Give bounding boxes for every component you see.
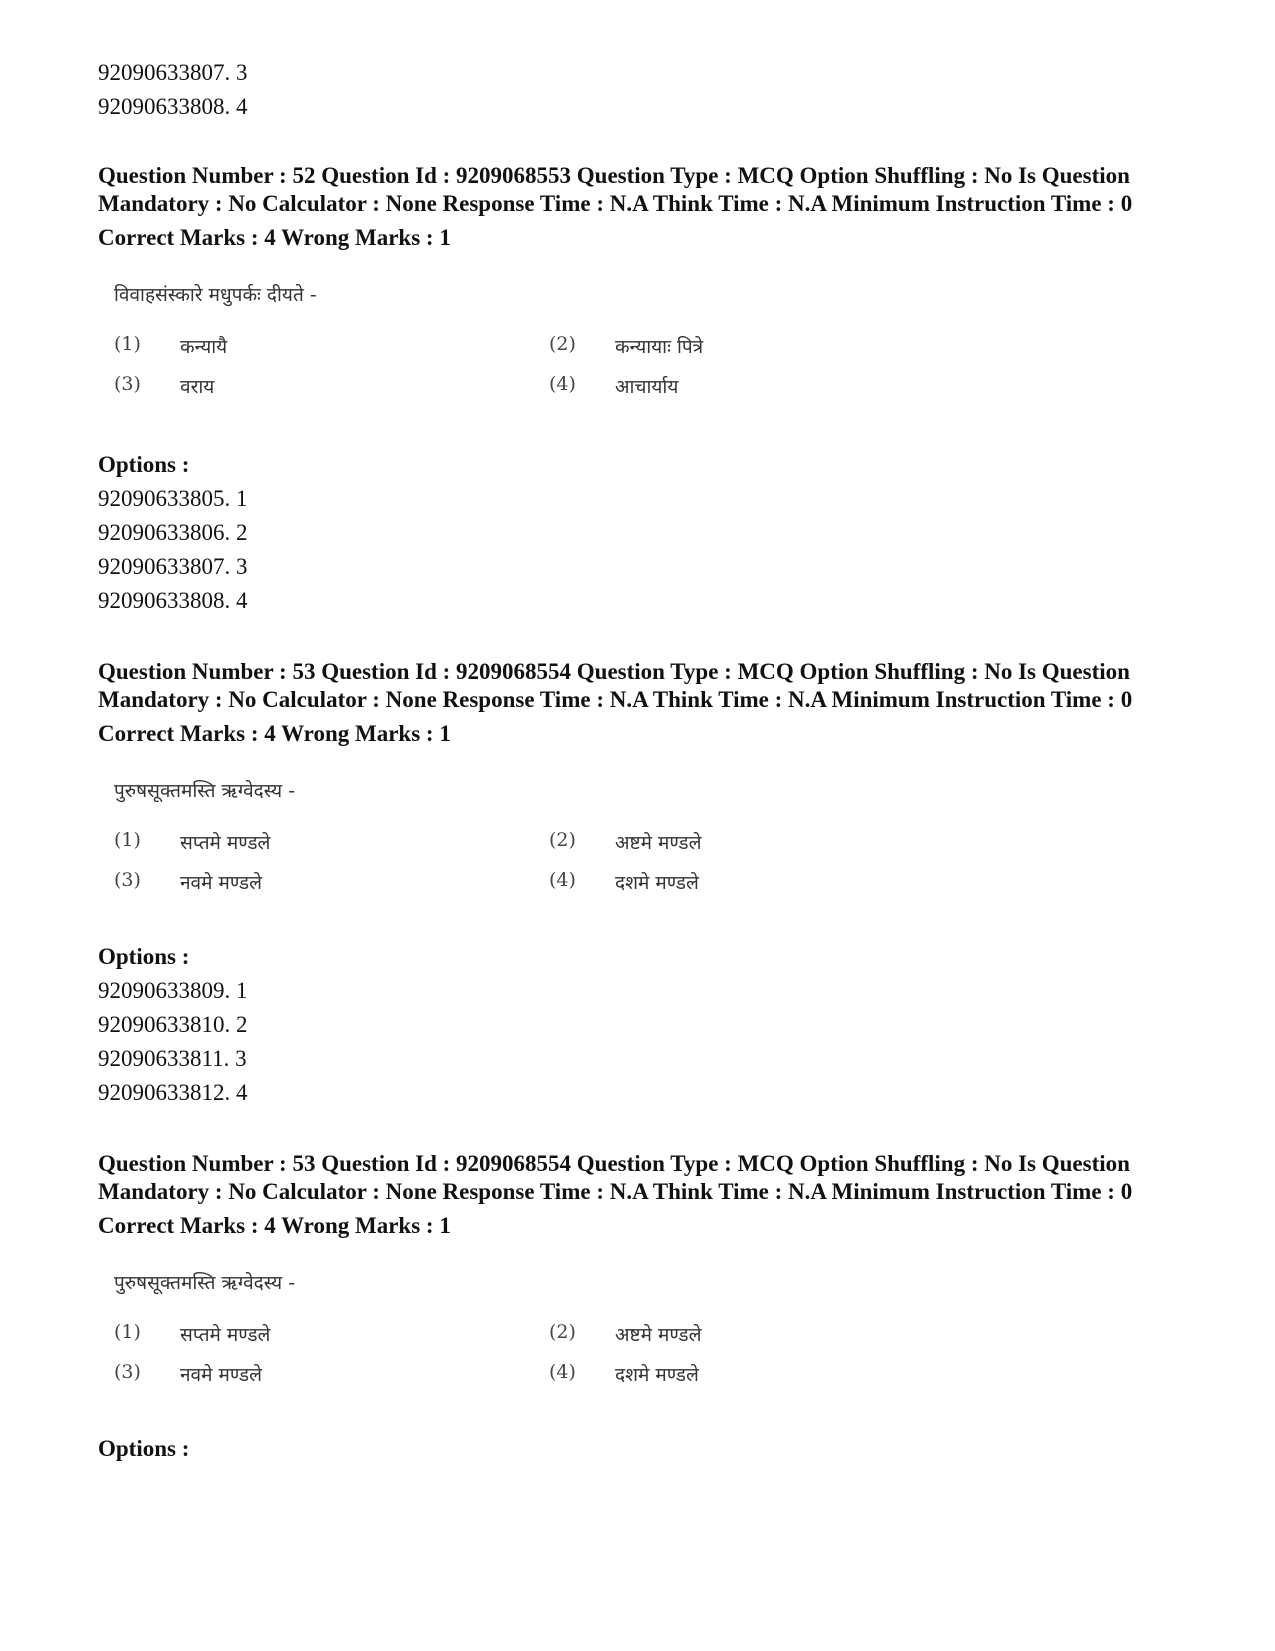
choice-row — [114, 326, 1218, 366]
choice-text: अष्टमे मण्डले — [615, 832, 702, 854]
choice-text: सप्तमे मण्डले — [180, 1324, 271, 1346]
choice-text: वराय — [180, 376, 215, 398]
choice-number: (4) — [549, 869, 576, 891]
question-block-53-repeat — [98, 1150, 1218, 1466]
choice-text: सप्तमे मण्डले — [180, 832, 271, 854]
choice-3 — [114, 869, 549, 895]
choice-number: (3) — [114, 373, 141, 395]
options-label: Options : — [98, 944, 190, 969]
question-marks: Correct Marks : 4 Wrong Marks : 1 — [98, 721, 451, 746]
choice-text: नवमे मण्डले — [180, 872, 262, 894]
choice-4 — [549, 373, 984, 399]
options-label: Options : — [98, 452, 190, 477]
question-header: Question Number : 52 Question Id : 9209068553 Question Type : MCQ Option Shuffling : No Is Question Mandatory : No Calculator : None Response Time : N.A Think Time : N.A Minimum Instruction Time : 0 — [98, 163, 1133, 216]
choice-row — [114, 1354, 1218, 1394]
question-stem: विवाहसंस्कारे मधुपर्कः दीयते - — [114, 284, 317, 306]
document-page — [98, 56, 1218, 1466]
choice-text: कन्यायाः पित्रे — [615, 336, 704, 358]
option-line: 92090633812. 4 — [98, 1080, 248, 1105]
question-content — [114, 280, 1218, 406]
question-marks: Correct Marks : 4 Wrong Marks : 1 — [98, 1213, 451, 1238]
choice-1 — [114, 1321, 549, 1347]
option-line: 92090633809. 1 — [98, 978, 248, 1003]
option-line: 92090633808. 4 — [98, 94, 248, 119]
choice-number: (4) — [549, 373, 576, 395]
question-header: Question Number : 53 Question Id : 9209068554 Question Type : MCQ Option Shuffling : No Is Question Mandatory : No Calculator : None Response Time : N.A Think Time : N.A Minimum Instruction Time : 0 — [98, 1151, 1133, 1204]
question-block-52 — [98, 162, 1218, 618]
choice-number: (2) — [549, 1321, 576, 1343]
options-label: Options : — [98, 1436, 190, 1461]
choice-text: दशमे मण्डले — [615, 872, 699, 894]
choice-text: नवमे मण्डले — [180, 1364, 262, 1386]
choice-number: (4) — [549, 1361, 576, 1383]
option-line: 92090633808. 4 — [98, 588, 248, 613]
option-line: 92090633807. 3 — [98, 554, 248, 579]
question-stem: पुरुषसूक्तमस्ति ऋग्वेदस्य - — [114, 1272, 296, 1294]
choice-number: (1) — [114, 1321, 141, 1343]
option-line: 92090633807. 3 — [98, 60, 248, 85]
choice-2 — [549, 829, 984, 855]
option-line: 92090633811. 3 — [98, 1046, 247, 1071]
choice-1 — [114, 333, 549, 359]
choice-3 — [114, 373, 549, 399]
choice-4 — [549, 1361, 984, 1387]
choice-3 — [114, 1361, 549, 1387]
question-marks: Correct Marks : 4 Wrong Marks : 1 — [98, 225, 451, 250]
choice-number: (2) — [549, 829, 576, 851]
choice-2 — [549, 333, 984, 359]
choice-text: आचार्याय — [615, 376, 679, 398]
choice-4 — [549, 869, 984, 895]
choice-number: (3) — [114, 1361, 141, 1383]
question-content — [114, 1268, 1218, 1394]
choice-text: अष्टमे मण्डले — [615, 1324, 702, 1346]
option-line: 92090633805. 1 — [98, 486, 248, 511]
choice-row — [114, 366, 1218, 406]
choice-text: कन्यायै — [180, 336, 228, 358]
question-block-53 — [98, 658, 1218, 1110]
choice-2 — [549, 1321, 984, 1347]
choice-number: (2) — [549, 333, 576, 355]
option-line: 92090633806. 2 — [98, 520, 248, 545]
choice-number: (3) — [114, 869, 141, 891]
option-line: 92090633810. 2 — [98, 1012, 248, 1037]
question-header: Question Number : 53 Question Id : 9209068554 Question Type : MCQ Option Shuffling : No Is Question Mandatory : No Calculator : None Response Time : N.A Think Time : N.A Minimum Instruction Time : 0 — [98, 659, 1133, 712]
choice-1 — [114, 829, 549, 855]
choice-row — [114, 1314, 1218, 1354]
choice-row — [114, 822, 1218, 862]
question-stem: पुरुषसूक्तमस्ति ऋग्वेदस्य - — [114, 780, 296, 802]
choice-number: (1) — [114, 829, 141, 851]
choice-row — [114, 862, 1218, 902]
question-content — [114, 776, 1218, 902]
choice-number: (1) — [114, 333, 141, 355]
choice-text: दशमे मण्डले — [615, 1364, 699, 1386]
